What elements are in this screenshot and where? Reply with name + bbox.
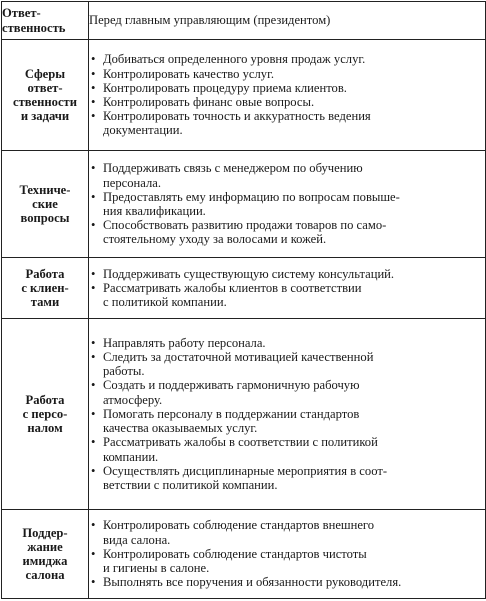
list-item: • Рассматривать жалобы в соответствии с политикой компании. [89, 435, 485, 463]
responsibilities-table [1, 1, 486, 599]
row-label: Работа с персо- налом [22, 392, 68, 436]
row-items-cell [89, 151, 486, 258]
row-label: Сферы ответ- ственности и задачи [12, 66, 77, 124]
row-items-cell [89, 319, 486, 510]
list-item: • Осуществлять дисциплинарные мероприятия в соот- ветствии с политикой компании. [89, 464, 485, 492]
table-row [2, 40, 486, 151]
row-label-cell [2, 258, 89, 319]
bullet-list [89, 336, 485, 492]
list-item: • Контролировать соблюдение стандартов внешнего вида салона. [89, 518, 485, 546]
row-label-cell [2, 510, 89, 599]
row-label-cell [2, 40, 89, 151]
row-items-cell [89, 510, 486, 599]
row-items-cell [89, 40, 486, 151]
list-item: • Рассматривать жалобы клиентов в соответствии с политикой компании. [89, 281, 485, 309]
row-label: Техниче- ские вопросы [19, 182, 71, 226]
table-row [2, 258, 486, 319]
list-item: • Создать и поддерживать гармоничную рабочую атмосферу. [89, 378, 485, 406]
row-label: Поддер- жание имиджа салона [22, 525, 68, 583]
bullet-list [89, 518, 485, 589]
list-item: • Контролировать точность и аккуратность ведения документации. [89, 109, 485, 137]
list-item: • Поддерживать связь с менеджером по обучению персонала. [89, 161, 485, 189]
table-row [2, 319, 486, 510]
header-label-cell [2, 2, 89, 40]
row-items-cell [89, 258, 486, 319]
list-item: • Направлять работу персонала. [89, 336, 485, 350]
header-text-cell [89, 2, 486, 40]
row-label-cell [2, 151, 89, 258]
list-item: • Контролировать процедуру приема клиентов. [89, 81, 485, 95]
list-item: • Поддерживать существующую систему консультаций. [89, 267, 485, 281]
bullet-list [89, 161, 485, 246]
bullet-list [89, 267, 485, 310]
list-item: • Выполнять все поручения и обязанности руководителя. [89, 575, 485, 589]
list-item: • Контролировать качество услуг. [89, 67, 485, 81]
list-item: • Следить за достаточной мотивацией качественной работы. [89, 350, 485, 378]
list-item: • Контролировать финанс овые вопросы. [89, 95, 485, 109]
list-item: • Помогать персоналу в поддержании стандартов качества оказываемых услуг. [89, 407, 485, 435]
list-item: • Контролировать соблюдение стандартов чистоты и гигиены в салоне. [89, 547, 485, 575]
table-row [2, 510, 486, 599]
header-label: Ответ- ственность [2, 6, 66, 35]
table-row [2, 151, 486, 258]
bullet-list [89, 52, 485, 137]
list-item: • Добиваться определенного уровня продаж услуг. [89, 52, 485, 66]
list-item: • Способствовать развитию продажи товаров по само- стоятельному уходу за волосами и кожей. [89, 218, 485, 246]
row-label-cell [2, 319, 89, 510]
row-label: Работа с клиен- тами [21, 266, 69, 310]
header-text: Перед главным управляющим (президентом) [89, 13, 331, 28]
table-header-row [2, 2, 486, 40]
list-item: • Предоставлять ему информацию по вопросам повыше- ния квалификации. [89, 190, 485, 218]
